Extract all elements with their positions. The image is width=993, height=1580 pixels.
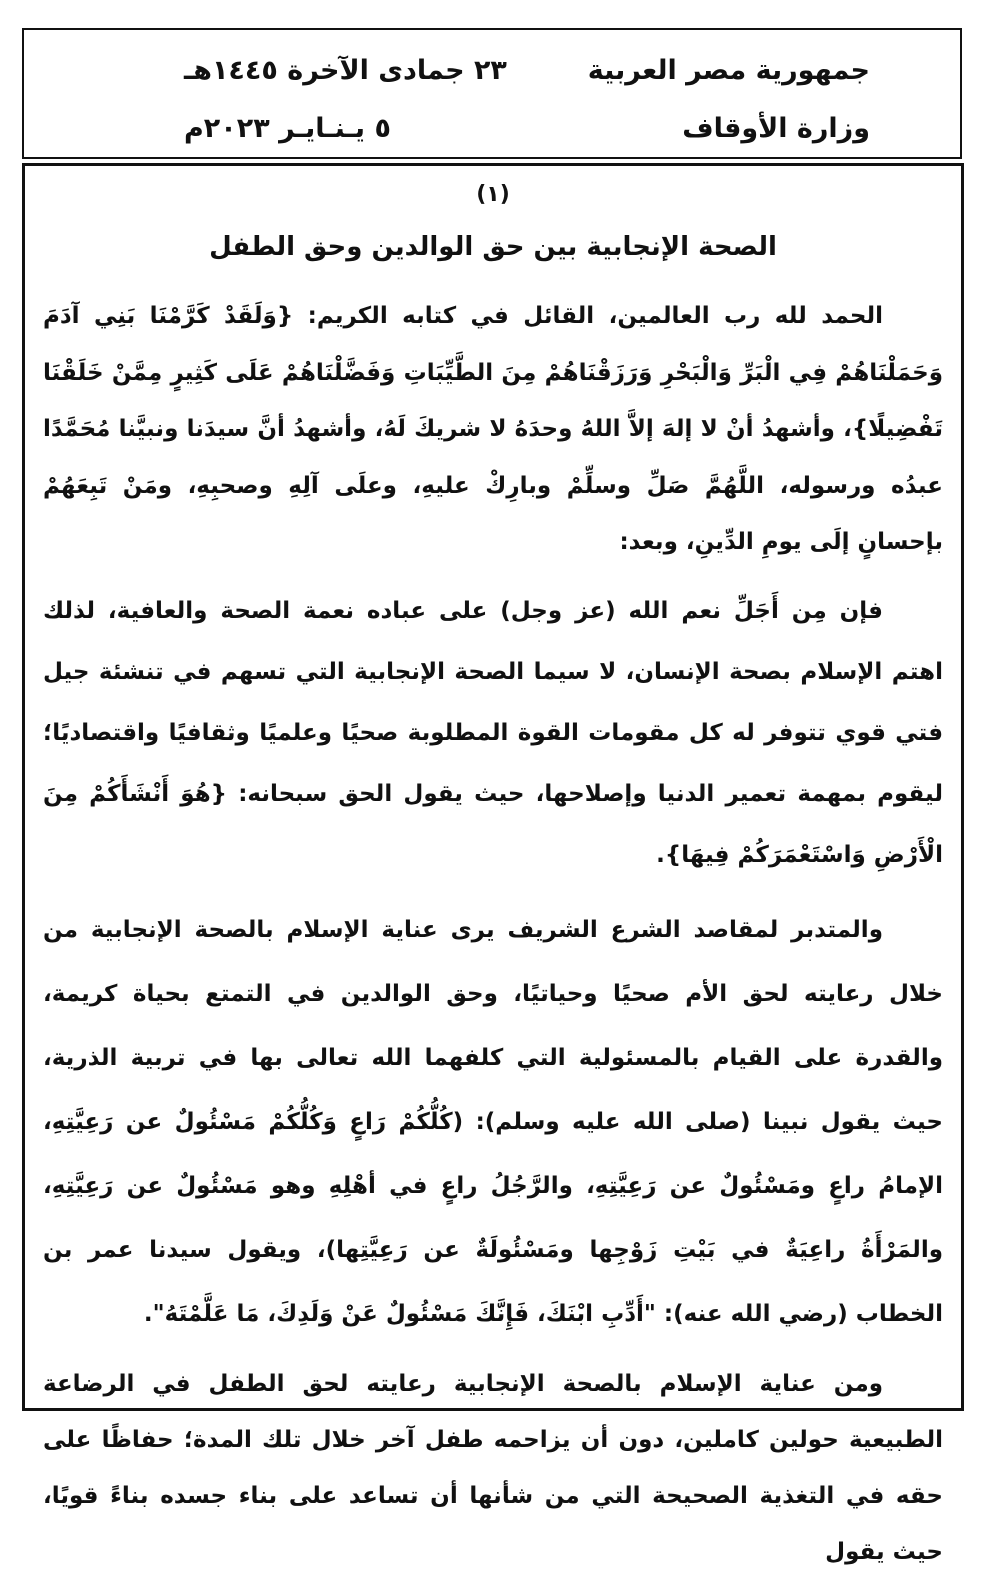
paragraph-child-rights: ومن عناية الإسلام بالصحة الإنجابية رعايته لحق الطفل في الرضاعة الطبيعية حولين كاملين، دون أن يزاحمه طفل آخر خلال تلك المدة؛ حفاظًا على حقه في التغذية الصحيحة التي من شأنها أن تساعد على بناء جسده بناءً قويًا، حيث يقول xyxy=(43,1370,943,1565)
hijri-date: ٢٣ جمادى الآخرة ١٤٤٥هـ xyxy=(184,55,507,86)
document-title: الصحة الإنجابية بين حق الوالدين وحق الطفل xyxy=(209,232,777,262)
header-box xyxy=(22,28,962,159)
paragraph-intro: الحمد لله رب العالمين، القائل في كتابه الكريم: {وَلَقَدْ كَرَّمْنَا بَنِي آدَمَ وَحَمَلْنَاهُمْ فِي الْبَرِّ وَالْبَحْرِ وَرَزَقْنَاهُمْ مِنَ الطَّيِّبَاتِ وَفَضَّلْنَاهُمْ عَلَى كَثِيرٍ مِمَّنْ خَلَقْنَا تَفْضِيلًا}، وأشهدُ أنْ لا إلهَ إلاَّ اللهُ وحدَهُ لا شريكَ لَهُ، وأشهدُ أنَّ سيدَنا ونبيَّنا مُحَمَّدًا عبدُه ورسوله، اللَّهُمَّ صَلِّ وسلِّمْ وبارِكْ عليهِ، وعلَى آلِهِ وصحبِهِ، ومَنْ تَبِعَهُمْ بإحسانٍ إلَى يومِ الدِّينِ، وبعد: xyxy=(43,303,943,555)
paragraph-health-blessing: فإن مِن أَجَلِّ نعم الله (عز وجل) على عباده نعمة الصحة والعافية، لذلك اهتم الإسلام بصحة الإنسان، لا سيما الصحة الإنجابية التي تسهم في تنشئة جيل فتي قوي تتوفر له كل مقومات القوة المطلوبة صحيًا وعلميًا وثقافيًا واقتصاديًا؛ ليقوم بمهمة تعمير الدنيا وإصلاحها، حيث يقول الحق سبحانه: {هُوَ أَنْشَأَكُمْ مِنَ الْأَرْضِ وَاسْتَعْمَرَكُمْ فِيهَا}. xyxy=(43,597,943,868)
document-number: (١) xyxy=(476,182,510,207)
document-body xyxy=(22,163,964,1565)
gregorian-date: ٥ يـنـايـر ٢٠٢٣م xyxy=(184,113,391,144)
document-content xyxy=(43,288,943,1580)
paragraph-parents-rights: والمتدبر لمقاصد الشرع الشريف يرى عناية الإسلام بالصحة الإنجابية من خلال رعايته لحق الأم صحيًا وحياتيًا، وحق الوالدين في التمتع بحياة كريمة، والقدرة على القيام بالمسئولية التي كلفهما الله تعالى بها في تربية الذرية، حيث يقول نبينا (صلى الله عليه وسلم): (كُلُّكُمْ رَاعٍ وَكُلُّكُمْ مَسْئُولٌ عن رَعِيَّتِهِ، الإمامُ راعٍ ومَسْئُولٌ عن رَعِيَّتِهِ، والرَّجُلُ راعٍ في أهْلِهِ وهو مَسْئُولٌ عن رَعِيَّتِهِ، والمَرْأَةُ راعِيَةٌ في بَيْتِ زَوْجِها ومَسْئُولَةٌ عن رَعِيَّتِها)، ويقول سيدنا عمر بن الخطاب (رضي الله عنه): "أَدِّبِ ابْنَكَ، فَإِنَّكَ مَسْئُولٌ عَنْ وَلَدِكَ، مَا عَلَّمْتَهُ". xyxy=(43,916,943,1327)
country-name: جمهورية مصر العربية xyxy=(587,55,870,86)
ministry-name: وزارة الأوقاف xyxy=(682,113,870,144)
